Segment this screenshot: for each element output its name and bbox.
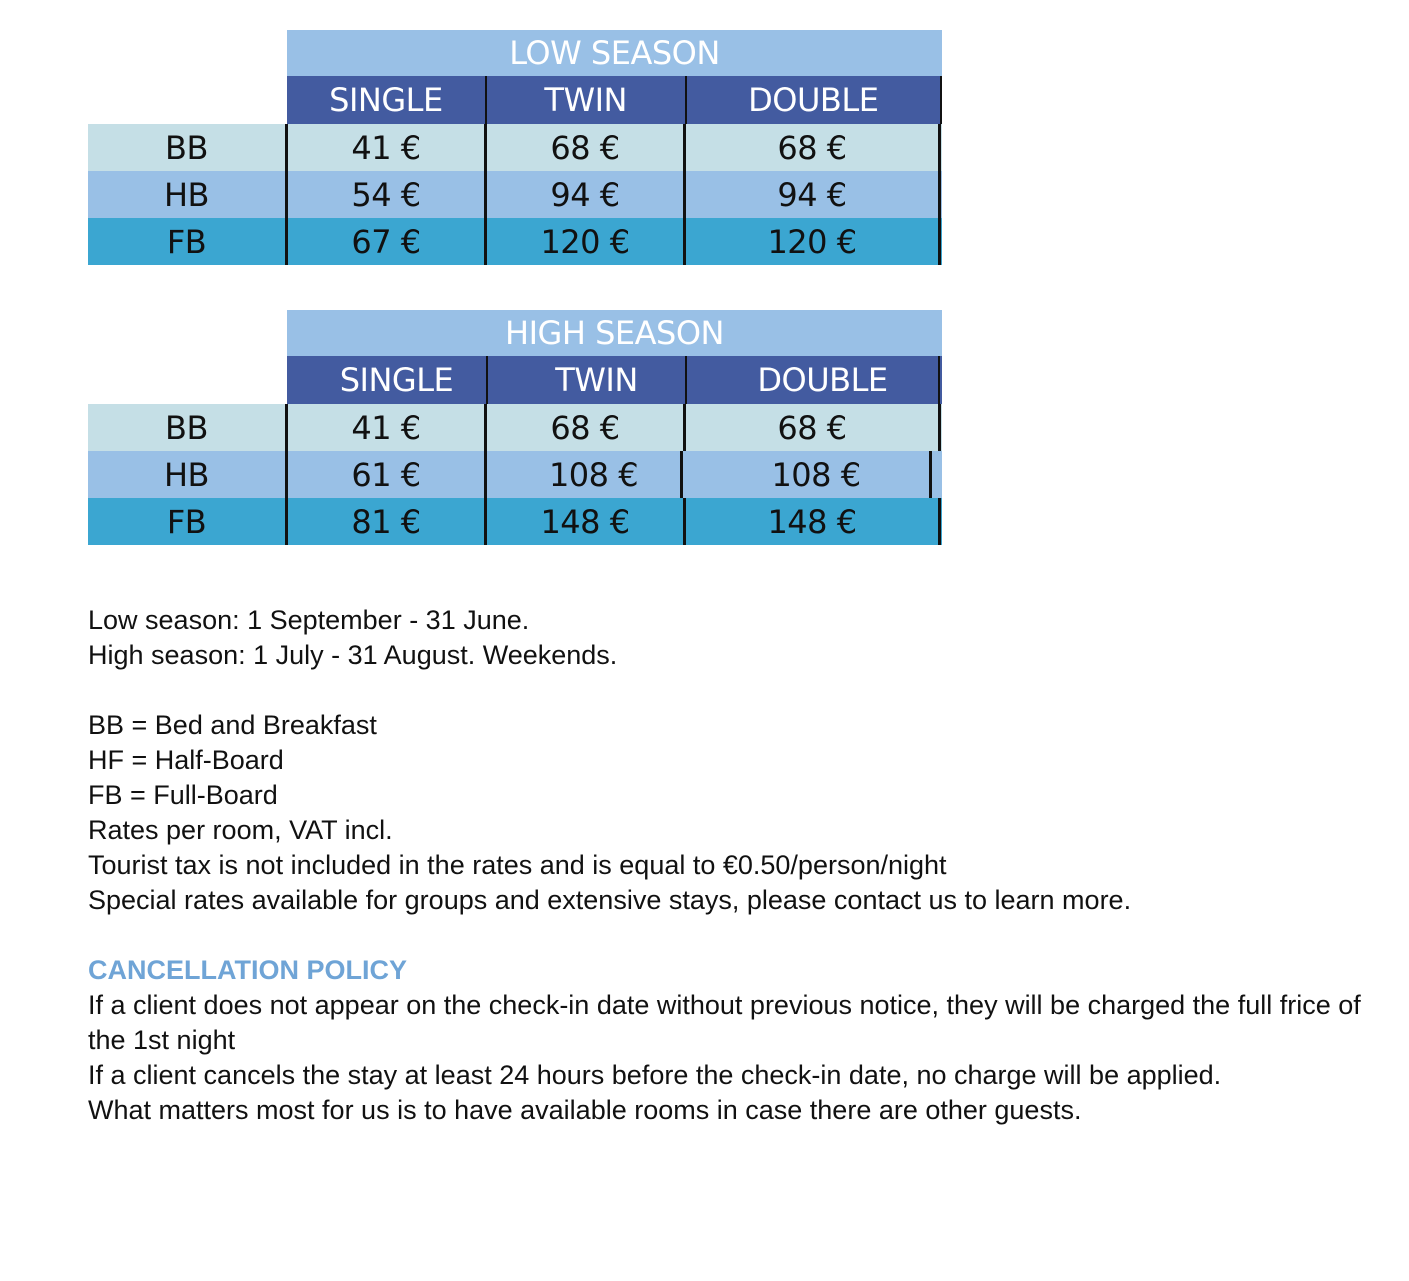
table-row-bb xyxy=(88,124,942,171)
price-single: 67 € xyxy=(285,218,484,265)
price-double: 108 € xyxy=(680,451,932,498)
price-single: 61 € xyxy=(285,451,484,498)
high-season-table xyxy=(88,310,942,545)
column-header-single: SINGLE xyxy=(339,361,454,399)
price-twin: 94 € xyxy=(484,171,683,218)
column-header-twin: TWIN xyxy=(485,76,685,124)
low-season-title: LOW SEASON xyxy=(287,30,942,76)
column-header-single: SINGLE xyxy=(329,81,443,119)
cancellation-policy-line-1: If a client does not appear on the check-in date without previous notice, they will be charged the full frice of the 1st night xyxy=(88,990,1361,1055)
row-label-fb: FB xyxy=(166,222,207,261)
high-season-dates: High season: 1 July - 31 August. Weekends. xyxy=(88,640,618,670)
legend-hf: HF = Half-Board xyxy=(88,745,284,775)
low-season-room-header xyxy=(287,76,942,124)
spacer xyxy=(88,918,1368,953)
price-single: 41 € xyxy=(285,404,484,451)
row-label-hb: HB xyxy=(163,175,209,214)
special-rates-note: Special rates available for groups and extensive stays, please contact us to learn more. xyxy=(88,885,1132,915)
low-season-dates: Low season: 1 September - 31 June. xyxy=(88,605,530,635)
legend-fb: FB = Full-Board xyxy=(88,780,278,810)
notes-section xyxy=(88,603,1368,1128)
price-double: 120 € xyxy=(683,218,941,265)
price-single: 41 € xyxy=(285,124,484,171)
row-label-fb: FB xyxy=(166,502,207,541)
column-header-twin: TWIN xyxy=(486,356,685,404)
row-label-bb: BB xyxy=(165,128,208,167)
table-row-bb xyxy=(88,404,942,451)
high-season-title: HIGH SEASON xyxy=(287,310,942,356)
column-header-double: DOUBLE xyxy=(685,356,940,404)
column-header-double: DOUBLE xyxy=(685,76,942,124)
cancellation-policy-line-2: If a client cancels the stay at least 24 hours before the check-in date, no charge will be applied. xyxy=(88,1060,1222,1090)
price-double: 148 € xyxy=(683,498,941,545)
cancellation-policy-heading: CANCELLATION POLICY xyxy=(88,955,407,985)
row-label-hb: HB xyxy=(163,455,209,494)
price-twin: 148 € xyxy=(484,498,683,545)
cancellation-policy-line-3: What matters most for us is to have available rooms in case there are other guests. xyxy=(88,1095,1082,1125)
price-twin: 68 € xyxy=(484,124,683,171)
tourist-tax-note: Tourist tax is not included in the rates and is equal to €0.50/person/night xyxy=(88,850,947,880)
row-label-bb: BB xyxy=(165,408,208,447)
high-season-room-header xyxy=(287,356,942,404)
spacer xyxy=(88,673,1368,708)
table-row-hb xyxy=(88,171,942,218)
price-double: 94 € xyxy=(683,171,941,218)
table-row-fb xyxy=(88,218,942,265)
price-single: 54 € xyxy=(285,171,484,218)
price-twin: 108 € xyxy=(484,451,680,498)
rates-note: Rates per room, VAT incl. xyxy=(88,815,393,845)
table-row-fb xyxy=(88,498,942,545)
low-season-table xyxy=(88,30,942,265)
legend-bb: BB = Bed and Breakfast xyxy=(88,710,377,740)
price-double: 68 € xyxy=(683,404,941,451)
price-double: 68 € xyxy=(683,124,941,171)
price-single: 81 € xyxy=(285,498,484,545)
price-twin: 120 € xyxy=(484,218,683,265)
price-twin: 68 € xyxy=(484,404,683,451)
table-row-hb xyxy=(88,451,942,498)
